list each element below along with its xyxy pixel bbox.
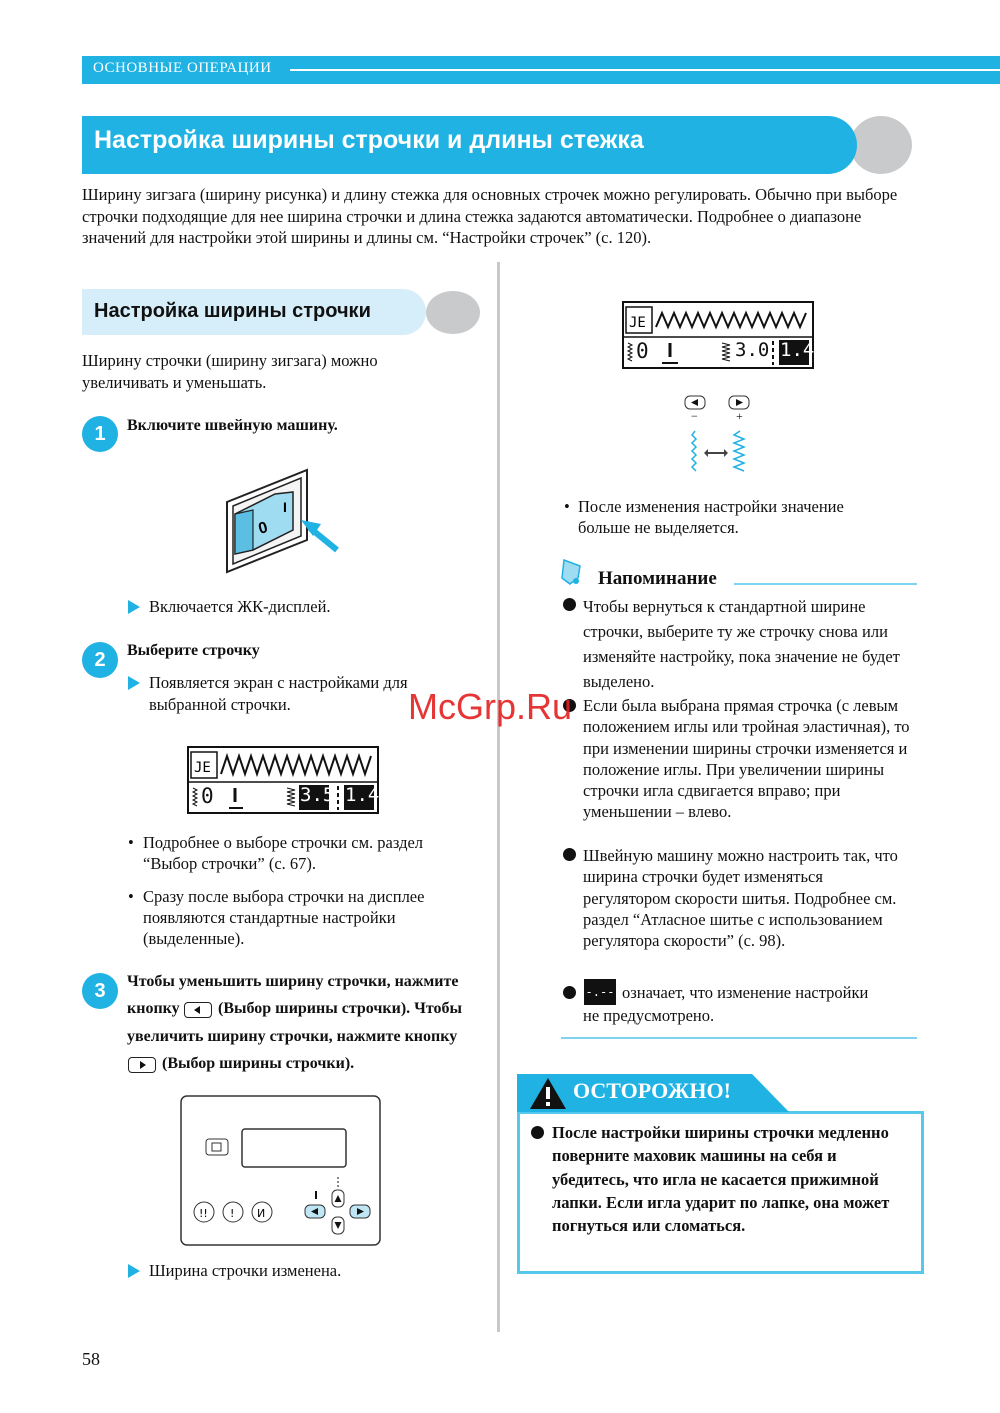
width-plus-label: +: [736, 409, 743, 423]
step-3-number: 3: [82, 973, 118, 1009]
lcd-length-value: 1.4: [345, 784, 380, 806]
column-divider: [497, 262, 500, 1332]
lcd-length-value: 1.4: [780, 339, 815, 361]
step-2-number: 2: [82, 642, 118, 678]
step-3-text-c: (Выбор ширины строчки). Чтобы: [218, 1000, 463, 1017]
result-arrow-icon: [128, 600, 140, 614]
intro-paragraph: Ширину зигзага (ширину рисунка) и длину стежка для основных строчек можно регулировать. Обычно при выборе строчки подходящие для нее ширина строчки и длина стежка задаются автоматически. Подробнее о диапазоне значений для настройки этой ширины и длины см. “Настройки строчек” (с. 120).: [82, 185, 898, 247]
section-name: ОСНОВНЫЕ ОПЕРАЦИИ: [93, 60, 272, 76]
warning-icon: [528, 1076, 568, 1110]
control-panel-illustration: [180, 1095, 382, 1247]
note-left-2: Сразу после выбора строчки на дисплее появляются стандартные настройки (выделенные).: [143, 887, 425, 948]
note-right: После изменения настройки значение больше не выделяется.: [578, 497, 844, 537]
svg-text:И: И: [257, 1207, 266, 1220]
memo-bottom-rule: [561, 1037, 917, 1039]
svg-text:JE: JE: [194, 760, 211, 776]
result-arrow-icon: [128, 1264, 140, 1278]
subsection-title: Настройка ширины строчки: [94, 300, 371, 322]
lcd-display-default: [187, 746, 379, 814]
power-switch-illustration: [215, 462, 345, 577]
header-rule: [290, 69, 1000, 71]
memo-item-2: Если была выбрана прямая строчка (с левым положением иглы или тройная эластичная), то при изменении ширины строчки изменяется и положение иглы. При увеличении ширины строчки игла сдвигается вправо; при уменьшении – влево.: [583, 696, 910, 822]
watermark: McGrp.Ru: [408, 686, 573, 727]
step-3-text-e: (Выбор ширины строчки).: [162, 1055, 355, 1072]
caution-text: После настройки ширины строчки медленно поверните маховик машины на себя и убедитесь, что игла не касается прижимной лапки. Если игла ударит по лапке, она может погнуться или сломаться.: [552, 1123, 890, 1236]
width-minus-key-icon: [184, 1002, 212, 1018]
subsection-text: Ширину строчки (ширину зигзага) можно увеличивать и уменьшать.: [82, 351, 378, 392]
switch-off-label: 0: [256, 519, 270, 538]
svg-text:!!: !!: [199, 1207, 208, 1220]
memo-item-4b: не предусмотрено.: [583, 1006, 715, 1025]
memo-bullet: [563, 986, 576, 999]
memo-title: Напоминание: [598, 568, 717, 589]
step-1-result: Включается ЖК-дисплей.: [149, 597, 331, 616]
step-2-result: Появляется экран с настройками для выбранной строчки.: [149, 673, 408, 714]
step-3-text-a: Чтобы уменьшить ширину строчки, нажмите: [127, 973, 459, 990]
svg-text:JE: JE: [629, 315, 646, 331]
lcd-needle-value: 0: [636, 339, 649, 363]
svg-text:!: !: [230, 1207, 235, 1220]
page-number: 58: [82, 1349, 100, 1369]
subsection-decoration: [426, 291, 480, 334]
no-change-symbol: -.--: [584, 979, 616, 1005]
memo-title-rule: [734, 583, 917, 585]
page-title: Настройка ширины строчки и длины стежка: [94, 126, 644, 154]
step-3-text-b: кнопку: [127, 1000, 180, 1017]
lcd-needle-value: 0: [201, 784, 214, 808]
step-1-text: Включите швейную машину.: [127, 417, 338, 434]
memo-bullet: [563, 848, 576, 861]
width-plus-key-icon: [128, 1057, 156, 1073]
result-arrow-icon: [128, 676, 140, 690]
title-decoration: [850, 116, 912, 174]
memo-item-3: Швейную машину можно настроить так, что ширина строчки будет изменяться регулятором скорости шитья. Подробнее см. раздел “Атласное шитье с использованием регулятора скорости” (с. 98).: [583, 846, 898, 951]
note-left-1: Подробнее о выборе строчки см. раздел “Выбор строчки” (с. 67).: [143, 833, 424, 873]
step-3-text-d: увеличить ширину строчки, нажмите кнопку: [127, 1028, 458, 1045]
width-adjust-diagram: [678, 393, 758, 485]
caution-title: ОСТОРОЖНО!: [573, 1078, 731, 1103]
lcd-width-value: 3.5: [300, 784, 335, 806]
step-2-text: Выберите строчку: [127, 642, 260, 659]
bell-icon: [556, 556, 588, 588]
step-1-number: 1: [82, 416, 118, 452]
lcd-width-value: 3.0: [735, 339, 770, 361]
lcd-display-changed: [622, 301, 814, 369]
memo-item-1: Чтобы вернуться к стандартной ширине строчки, выберите ту же строчку снова или изменяйте настройку, пока значение не будет выделено.: [583, 597, 900, 691]
memo-bullet: [563, 598, 576, 611]
switch-on-label: I: [283, 499, 287, 515]
memo-item-4a: означает, что изменение настройки: [622, 983, 869, 1002]
caution-bullet: [531, 1126, 544, 1139]
width-minus-label: −: [691, 409, 698, 423]
step-3-result: Ширина строчки изменена.: [149, 1261, 342, 1280]
